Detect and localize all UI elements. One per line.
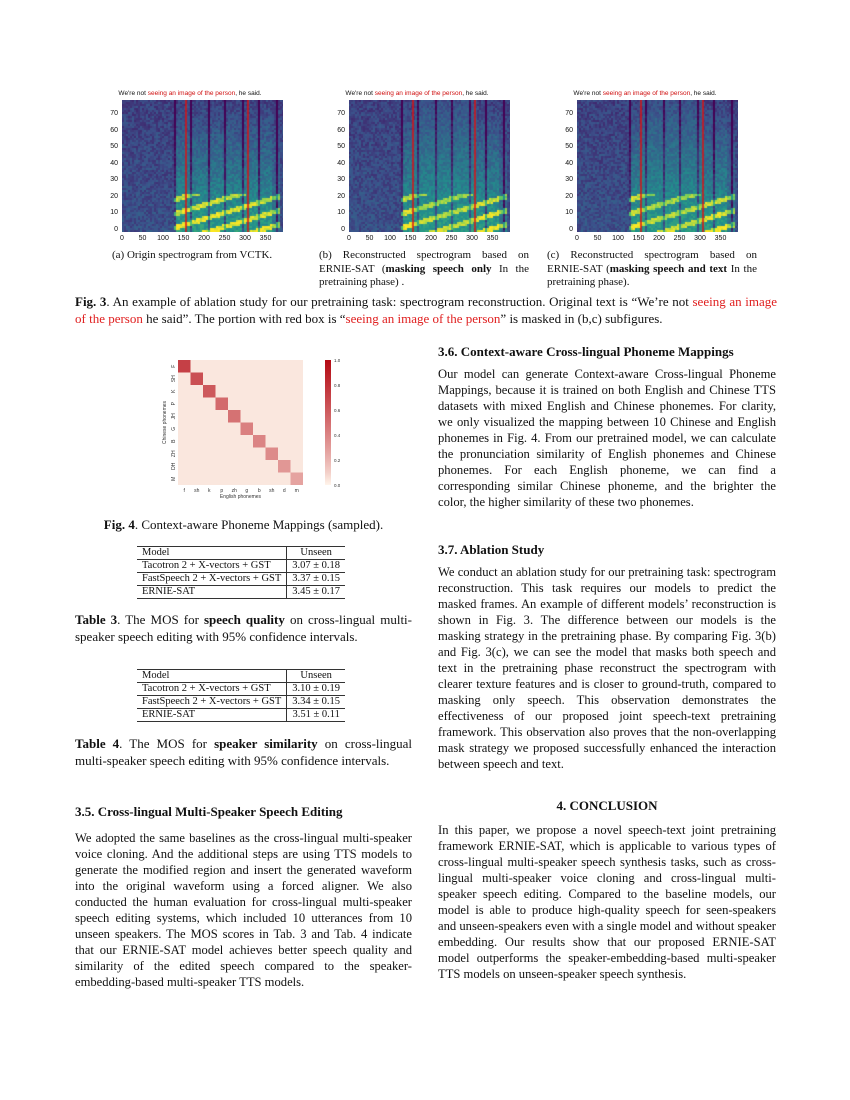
title-masked-text: seeing an image of the person (602, 90, 691, 97)
heatmap-cell (253, 473, 266, 486)
heatmap-cell (191, 423, 204, 436)
subcaption-bold: masking speech and text (609, 262, 728, 275)
heatmap-cell (241, 473, 254, 486)
cell: 3.45 ± 0.17 (287, 586, 345, 599)
colorbar-tick-label: 0.2 (334, 458, 340, 463)
x-tick-label: 150 (177, 235, 190, 242)
heatmap-cell (291, 385, 304, 398)
cell: 3.07 ± 0.18 (287, 560, 345, 573)
heatmap-cell (228, 473, 241, 486)
x-tick-label: 150 (404, 235, 417, 242)
subcaption-bold: masking speech only (385, 262, 492, 275)
caption-text: on cross-lingual multi-speaker speech editing with 95% confidence intervals. (75, 736, 413, 768)
colorbar-tick-label: 0.0 (334, 483, 340, 488)
y-tick-label: 0 (569, 225, 573, 233)
title-text: We're not (118, 90, 148, 97)
heatmap-cell (216, 473, 229, 486)
x-tick-label: k (208, 488, 211, 494)
table-row (137, 709, 345, 722)
panel-title (100, 90, 280, 97)
table-row (137, 586, 345, 599)
caption-text: . An example of ablation study for our pretraining task: spectrogram reconstruction. Original text is “We’re not (106, 294, 693, 309)
heatmap-cell (216, 410, 229, 423)
panel-title (555, 90, 735, 97)
heatmap-cell (266, 448, 279, 461)
x-tick-label: 250 (673, 235, 686, 242)
caption-label: Fig. 4 (103, 517, 135, 532)
heatmap-cell (278, 385, 291, 398)
subcaption-text: In the pretraining phase). (547, 262, 757, 288)
heatmap-cell (291, 398, 304, 411)
heatmap-cell (266, 460, 279, 473)
heatmap-cell (216, 385, 229, 398)
heatmap-cell (191, 460, 204, 473)
cell: ERNIE-SAT (137, 586, 287, 599)
heatmap-cell (241, 448, 254, 461)
colorbar-tick-label: 1.0 (334, 358, 340, 363)
x-tick-label: 300 (239, 235, 251, 242)
heatmap-cell (178, 385, 191, 398)
caption-text: . Context-aware Phoneme Mappings (sampled). (134, 517, 384, 532)
x-tick-label: 0 (347, 235, 351, 242)
fig4-caption (75, 516, 412, 533)
spectrogram-image (122, 100, 283, 232)
section-4-body: In this paper, we propose a novel speech-text joint pretraining framework ERNIE-SAT, which is applicable to various types of cross-lingual multi-speaker speech synthesis tasks, such as cross-lingual multi-speaker voice cloning and cross-lingual multi-speaker speech editing. Compared to the baseline models, our model is able to produce high-quality speech for seen-speakers and unseen-speakers even with a single model and without speaker embedding. Our results show that our proposed ERNIE-SAT model outperforms the speaker-embedding-based multi-speaker TTS models on unseen-speaker speech synthesis. (438, 823, 776, 981)
table-row (137, 696, 345, 709)
heatmap-cell (253, 373, 266, 386)
y-tick-label: DH (171, 462, 177, 470)
y-tick-label: 70 (565, 110, 573, 117)
caption-highlight: seeing an image of the person (345, 311, 501, 326)
table-row (137, 560, 345, 573)
heatmap-cell (278, 360, 291, 373)
y-tick-label: 40 (337, 159, 345, 167)
y-tick-label: 70 (337, 110, 345, 117)
header-cell: Unseen (287, 670, 345, 683)
heatmap-cell (241, 373, 254, 386)
table-4 (137, 669, 345, 722)
heatmap-cell (228, 448, 241, 461)
caption-text: on cross-lingual multi-speaker speech editing with 95% confidence intervals. (75, 612, 412, 644)
heatmap-cell (266, 385, 279, 398)
y-tick-label: 0 (341, 225, 345, 233)
x-tick-label: 300 (694, 235, 706, 242)
table-3 (137, 546, 345, 599)
y-tick-label: 30 (110, 176, 118, 183)
spectrogram-image (349, 100, 510, 232)
heatmap-cell (228, 460, 241, 473)
subcaption-text: (c) Reconstructed spectrogram based on ERNIE-SAT ( (547, 249, 757, 275)
heatmap-cell (253, 410, 266, 423)
title-text: , he said. (235, 90, 262, 97)
heatmap-cell (178, 360, 191, 373)
title-text: , he said. (690, 90, 717, 97)
heatmap-cell (203, 460, 216, 473)
heatmap-cell (191, 360, 204, 373)
y-tick-label: G (171, 426, 177, 431)
x-tick-label: 0 (120, 235, 124, 242)
heatmap-cell (191, 410, 204, 423)
heatmap-cell (241, 435, 254, 448)
heatmap-cell (253, 423, 266, 436)
heatmap-cell (216, 423, 229, 436)
y-tick-label: 10 (110, 209, 118, 216)
header-cell: Unseen (287, 547, 345, 560)
heatmap-cell (266, 398, 279, 411)
x-tick-label: 200 (425, 235, 437, 242)
heatmap-cell (203, 360, 216, 373)
heatmap-cell (216, 460, 229, 473)
heatmap-cell (203, 398, 216, 411)
title-masked-text: seeing an image of the person (374, 90, 463, 97)
y-tick-label: 20 (337, 192, 345, 200)
section-3-7-body: We conduct an ablation study for our pretraining task: spectrogram reconstruction. This task requires our models to predict the masked frames. An example of different models’ reconstruction is shown in Fig. 3. The difference between our models is the masking strategy in the pretraining phase. By comparing Fig. 3(b) and Fig. 3(c), we can see the model that masks both speech and text in the pretraining phase reconstruct the spectrogram with clearer texture features and is closer to ground-truth, compared to masking only speech. This observation demonstrates the effectiveness of our proposed joint speech-text pretraining framework. This observation also proves that the non-overlapping mask strategy we proposed successfully enhanced the interaction between speech and text. (438, 565, 776, 771)
x-tick-label: m (294, 488, 299, 494)
section-3-6-heading: 3.6. Context-aware Cross-lingual Phoneme Mappings (438, 344, 734, 359)
y-tick-label: F (171, 364, 177, 368)
heatmap-cell (216, 360, 229, 373)
section-3-6-body: Our model can generate Context-aware Cross-lingual Phoneme Mappings, because it is trained on both English and Chinese TTS datasets with mixed English and Chinese phonemes. For clarity, we only visualized the mapping between 10 Chinese and English phonemes in Fig. 4. From our pretrained model, we can calculate the pronunciation similarity of English phonemes and Chinese phonemes. For each English phoneme, we can find a corresponding similar Chinese phoneme, and the brighter the color, the higher similarity of these two phonemes. (438, 367, 776, 509)
section-4-heading: 4. CONCLUSION (556, 798, 658, 813)
heatmap-cell (178, 373, 191, 386)
heatmap-cell (228, 435, 241, 448)
table-header-row (137, 547, 345, 560)
x-tick-label: 0 (575, 235, 579, 242)
heatmap-cell (253, 398, 266, 411)
x-tick-label: 200 (198, 235, 210, 242)
y-tick-label: ZH (171, 450, 177, 458)
cell: 3.51 ± 0.11 (287, 709, 345, 722)
y-tick-label: 20 (565, 192, 573, 200)
heatmap-cell (253, 360, 266, 373)
caption-text: . The MOS for (119, 736, 215, 751)
heatmap-cell (291, 360, 304, 373)
y-tick-label: 60 (110, 126, 118, 134)
section-3-7-heading: 3.7. Ablation Study (438, 542, 545, 557)
x-tick-label: 150 (632, 235, 645, 242)
heatmap-cell (253, 385, 266, 398)
x-tick-label: zh (231, 488, 237, 494)
cell: 3.10 ± 0.19 (287, 683, 345, 696)
table3-caption (75, 611, 412, 645)
x-tick-label: p (220, 488, 224, 494)
heatmap-cell (178, 435, 191, 448)
heatmap-cell (203, 373, 216, 386)
heatmap-cell (191, 373, 204, 386)
caption-text: he said”. The portion with red box is “ (142, 311, 346, 326)
header-cell: Model (137, 547, 287, 560)
heatmap-cell (291, 410, 304, 423)
heatmap-cell (278, 448, 291, 461)
heatmap-cell (191, 398, 204, 411)
table-row (137, 573, 345, 586)
heatmap-cell (291, 373, 304, 386)
heatmap-cell (178, 398, 191, 411)
heatmap-cell (228, 410, 241, 423)
cell: 3.34 ± 0.15 (287, 696, 345, 709)
subcaption-c (547, 249, 757, 290)
heatmap-cell (266, 360, 279, 373)
title-text: We're not (345, 90, 375, 97)
heatmap-cell (228, 373, 241, 386)
x-tick-label: 250 (445, 235, 458, 242)
heatmap-cell (266, 435, 279, 448)
colorbar-tick-label: 0.4 (334, 433, 340, 438)
caption-bold: speech quality (203, 612, 285, 627)
x-tick-label: 50 (365, 235, 374, 242)
y-tick-label: 30 (565, 176, 573, 183)
y-tick-label: B (171, 439, 177, 443)
heatmap-cell (203, 448, 216, 461)
x-tick-label: sh (269, 488, 275, 494)
heatmap-cell (203, 410, 216, 423)
x-tick-label: sh (194, 488, 200, 494)
cell: FastSpeech 2 + X-vectors + GST (137, 573, 287, 586)
y-tick-label: 10 (565, 209, 573, 216)
title-masked-text: seeing an image of the person (147, 90, 236, 97)
subcaption-b (319, 249, 529, 290)
caption-label: Table 4 (75, 736, 120, 751)
x-tick-label: 50 (138, 235, 147, 242)
cell: ERNIE-SAT (137, 709, 287, 722)
heatmap-cell (228, 385, 241, 398)
heatmap-cell (266, 373, 279, 386)
section-3-5-heading: 3.5. Cross-lingual Multi-Speaker Speech Editing (75, 804, 343, 819)
x-tick-label: b (257, 488, 261, 494)
panel-title (327, 90, 507, 97)
y-tick-label: 0 (114, 225, 118, 233)
heatmap-cell (228, 360, 241, 373)
heatmap-cell (228, 398, 241, 411)
heatmap-cell (241, 460, 254, 473)
heatmap-cell (241, 360, 254, 373)
heatmap-svg (160, 352, 340, 507)
heatmap-cell (291, 473, 304, 486)
subcaption-text: (a) Origin spectrogram from VCTK. (112, 249, 273, 261)
heatmap-cell (291, 460, 304, 473)
colorbar (325, 360, 331, 485)
heatmap-cell (191, 448, 204, 461)
heatmap-cell (278, 373, 291, 386)
heatmap-cell (241, 410, 254, 423)
x-tick-label: 200 (653, 235, 665, 242)
heatmap-cell (266, 410, 279, 423)
heatmap-cell (241, 398, 254, 411)
heatmap-cell (241, 423, 254, 436)
spectrogram-panel (100, 90, 280, 250)
heatmap-cell (216, 448, 229, 461)
heatmap-cell (216, 435, 229, 448)
table-header-row (137, 670, 345, 683)
y-tick-label: 50 (565, 143, 573, 150)
heatmap-cell (278, 435, 291, 448)
y-tick-label: SH (171, 375, 177, 383)
heatmap-cell (203, 423, 216, 436)
table4-caption (75, 735, 412, 769)
section-3-5-body: We adopted the same baselines as the cross-lingual multi-speaker voice cloning. And the additional steps are using TTS models to generate the modified region and insert the generated waveform into the original waveform using a forced aligner. We also conducted the human evaluation for cross-lingual multi-speaker speech editing systems, which included 10 utterances from 10 unseen speakers. The MOS scores in Tab. 3 and Tab. 4 indicate that our ERNIE-SAT model achieves better speech quality and similarity of the edited speech compared to the speaker-embedding-based multi-speaker TTS models. (75, 831, 412, 989)
y-tick-label: P (171, 402, 177, 406)
phoneme-heatmap (160, 352, 340, 507)
heatmap-cell (241, 385, 254, 398)
y-tick-label: 50 (337, 143, 345, 150)
x-tick-label: d (282, 488, 286, 494)
subcaption-a (112, 249, 287, 263)
subcaption-text: (b) Reconstructed spectrogram based on ERNIE-SAT ( (319, 249, 529, 275)
heatmap-cell (291, 423, 304, 436)
heatmap-cell (203, 435, 216, 448)
colorbar-tick-label: 0.8 (334, 383, 340, 388)
x-tick-label: 350 (714, 235, 727, 242)
heatmap-cell (253, 435, 266, 448)
y-tick-label: 20 (110, 192, 118, 200)
heatmap-cell (203, 385, 216, 398)
title-text: We're not (573, 90, 603, 97)
heatmap-cell (266, 423, 279, 436)
y-tick-label: JH (171, 413, 177, 420)
heatmap-cell (203, 473, 216, 486)
heatmap-cell (178, 423, 191, 436)
y-tick-label: M (171, 476, 177, 481)
x-tick-label: 300 (466, 235, 478, 242)
y-tick-label: 40 (110, 159, 118, 167)
heatmap-cell (191, 385, 204, 398)
heatmap-cell (278, 473, 291, 486)
x-tick-label: 250 (218, 235, 231, 242)
y-axis-label: Chinese phonemes (162, 400, 168, 445)
x-tick-label: 50 (593, 235, 602, 242)
x-tick-label: g (245, 488, 249, 494)
caption-text: ” is masked in (b,c) subfigures. (500, 311, 663, 326)
caption-text: . The MOS for (117, 612, 204, 627)
table-row (137, 683, 345, 696)
y-tick-label: 60 (565, 126, 573, 134)
heatmap-cell (291, 435, 304, 448)
heatmap-cell (178, 460, 191, 473)
heatmap-cell (178, 410, 191, 423)
heatmap-cell (278, 410, 291, 423)
fig3-caption (75, 293, 777, 327)
heatmap-cell (291, 448, 304, 461)
y-tick-label: 70 (110, 110, 118, 117)
title-text: , he said. (462, 90, 489, 97)
cell: 3.37 ± 0.15 (287, 573, 345, 586)
cell: Tacotron 2 + X-vectors + GST (137, 683, 287, 696)
caption-bold: speaker similarity (214, 736, 318, 751)
caption-label: Table 3 (75, 612, 118, 627)
y-tick-label: 60 (337, 126, 345, 134)
heatmap-cell (228, 423, 241, 436)
spectrogram-panel (555, 90, 735, 250)
x-tick-label: 100 (384, 235, 396, 242)
x-tick-label: 100 (612, 235, 624, 242)
cell: FastSpeech 2 + X-vectors + GST (137, 696, 287, 709)
header-cell: Model (137, 670, 287, 683)
y-tick-label: 40 (565, 159, 573, 167)
heatmap-cell (191, 435, 204, 448)
x-tick-label: 350 (259, 235, 272, 242)
heatmap-cell (216, 398, 229, 411)
y-tick-label: 30 (337, 176, 345, 183)
y-tick-label: 50 (110, 143, 118, 150)
heatmap-cell (178, 448, 191, 461)
y-tick-label: K (171, 389, 177, 393)
spectrogram-panel (327, 90, 507, 250)
caption-label: Fig. 3 (75, 294, 107, 309)
heatmap-cell (266, 473, 279, 486)
subcaption-text: In the pretraining phase) . (319, 262, 529, 288)
heatmap-cell (253, 448, 266, 461)
heatmap-cell (178, 473, 191, 486)
y-tick-label: 10 (337, 209, 345, 216)
x-axis-label: English phonemes (219, 494, 262, 500)
heatmap-cell (278, 398, 291, 411)
spectrogram-image (577, 100, 738, 232)
heatmap-cell (278, 423, 291, 436)
caption-highlight: seeing an image of the person (75, 294, 777, 326)
cell: Tacotron 2 + X-vectors + GST (137, 560, 287, 573)
x-tick-label: f (183, 488, 185, 494)
heatmap-cell (216, 373, 229, 386)
heatmap-cell (278, 460, 291, 473)
heatmap-cell (191, 473, 204, 486)
x-tick-label: 100 (157, 235, 169, 242)
heatmap-cell (253, 460, 266, 473)
colorbar-tick-label: 0.6 (334, 408, 340, 413)
x-tick-label: 350 (486, 235, 499, 242)
